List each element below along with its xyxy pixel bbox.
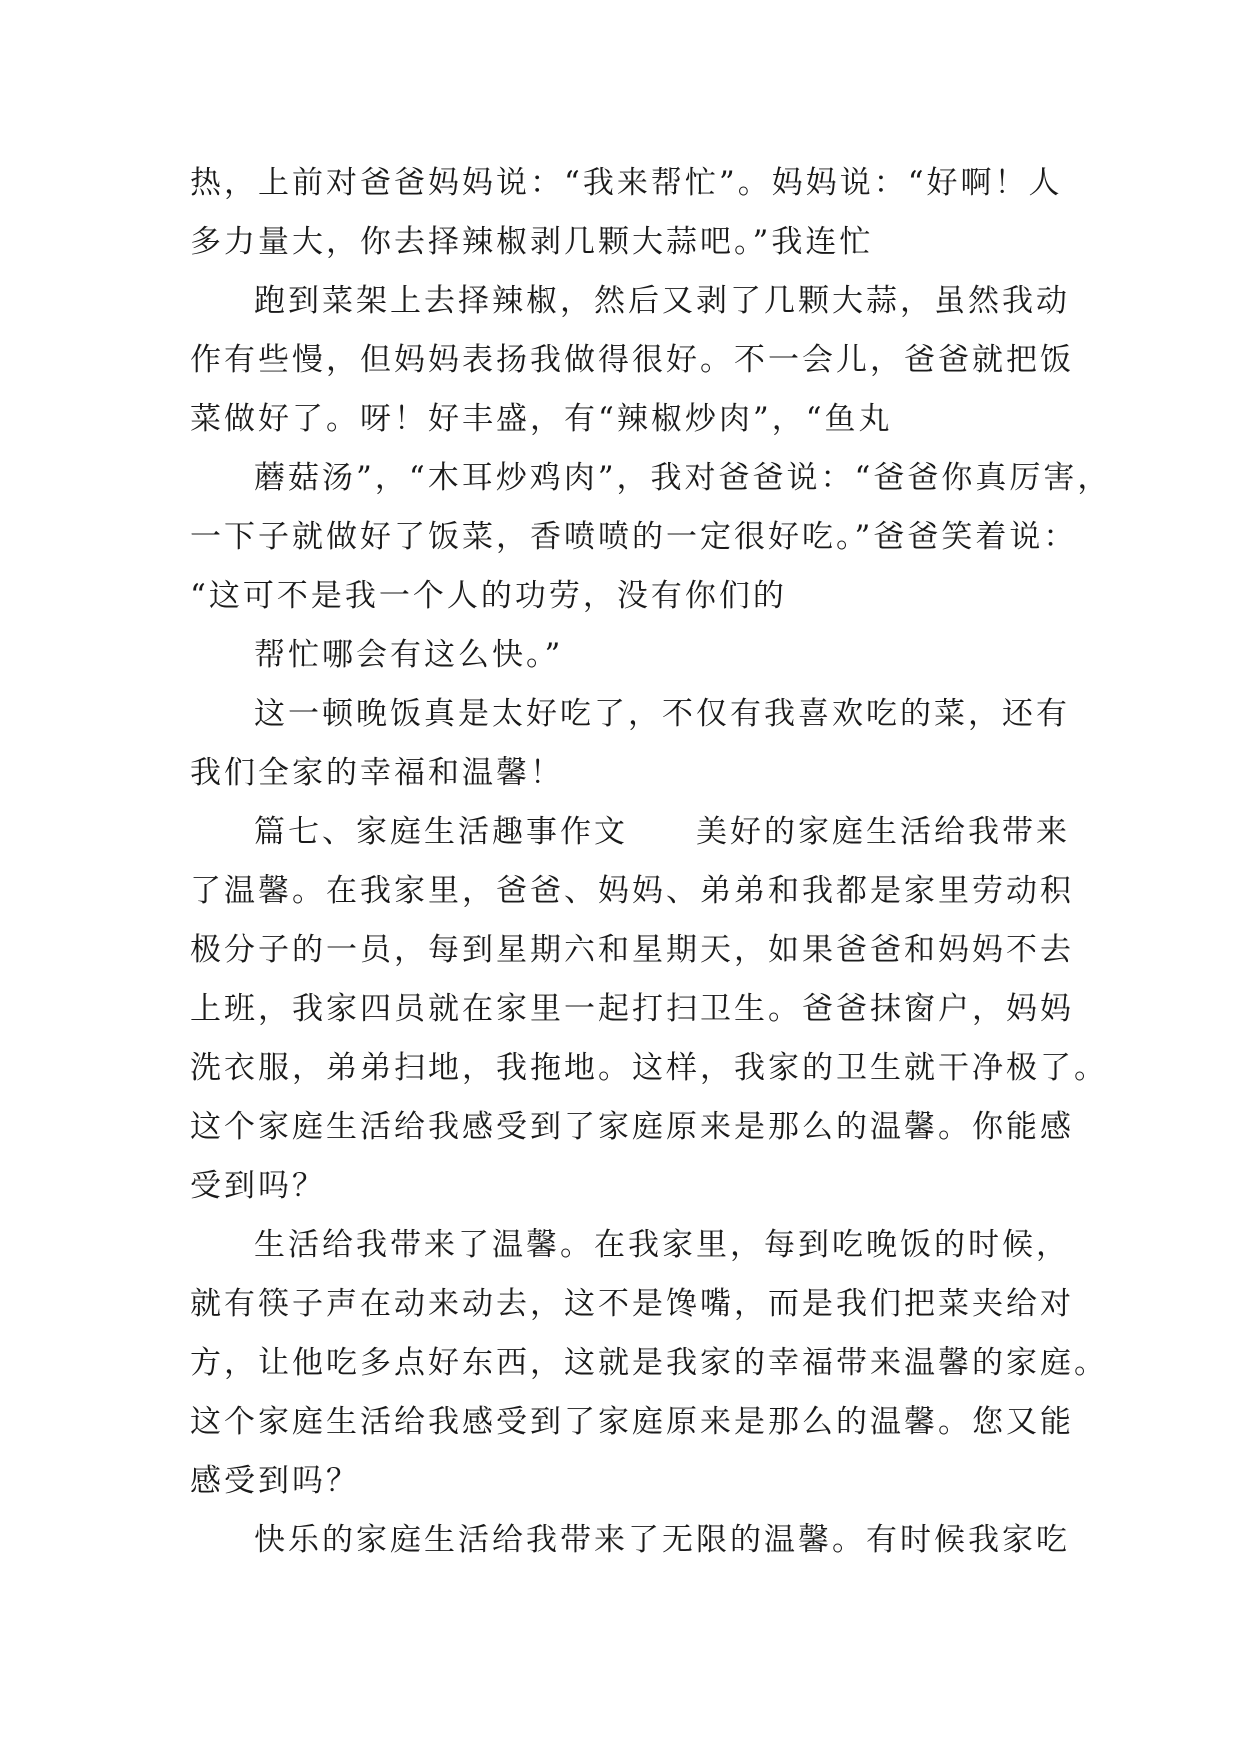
text-line: 作有些慢，但妈妈表扬我做得很好。不一会儿，爸爸就把饭 — [190, 342, 1074, 378]
text-line: 热，上前对爸爸妈妈说：“我来帮忙”。妈妈说：“好啊！人 — [190, 165, 1063, 201]
text-line: 上班，我家四员就在家里一起打扫卫生。爸爸抹窗户，妈妈 — [190, 991, 1074, 1027]
text-line: 这一顿晚饭真是太好吃了，不仅有我喜欢吃的菜，还有 — [254, 696, 1070, 732]
text-line: 这个家庭生活给我感受到了家庭原来是那么的温馨。你能感 — [190, 1109, 1074, 1145]
text-line: 这个家庭生活给我感受到了家庭原来是那么的温馨。您又能 — [190, 1404, 1074, 1440]
text-line: 跑到菜架上去择辣椒，然后又剥了几颗大蒜，虽然我动 — [254, 283, 1070, 319]
section-heading-line: 篇七、家庭生活趣事作文 美好的家庭生活给我带来 — [254, 814, 1070, 850]
text-line: 一下子就做好了饭菜，香喷喷的一定很好吃。”爸爸笑着说： — [190, 519, 1078, 555]
text-line: “这可不是我一个人的功劳，没有你们的 — [190, 578, 787, 614]
body-text — [190, 154, 1112, 1570]
text-line: 了温馨。在我家里，爸爸、妈妈、弟弟和我都是家里劳动积 — [190, 873, 1074, 909]
text-line: 方，让他吃多点好东西，这就是我家的幸福带来温馨的家庭。 — [190, 1345, 1108, 1381]
text-line: 菜做好了。呀！好丰盛，有“辣椒炒肉”，“鱼丸 — [190, 401, 893, 437]
text-line: 帮忙哪会有这么快。” — [254, 637, 564, 673]
text-line: 生活给我带来了温馨。在我家里，每到吃晚饭的时候， — [254, 1227, 1070, 1263]
text-line: 我们全家的幸福和温馨！ — [190, 755, 564, 791]
text-line: 快乐的家庭生活给我带来了无限的温馨。有时候我家吃 — [254, 1522, 1070, 1558]
text-line: 蘑菇汤”，“木耳炒鸡肉”，我对爸爸说：“爸爸你真厉害， — [254, 460, 1112, 496]
text-line: 多力量大，你去择辣椒剥几颗大蒜吧。”我连忙 — [190, 224, 874, 260]
text-line: 极分子的一员，每到星期六和星期天，如果爸爸和妈妈不去 — [190, 932, 1074, 968]
text-line: 受到吗？ — [190, 1168, 326, 1204]
text-line: 就有筷子声在动来动去，这不是馋嘴，而是我们把菜夹给对 — [190, 1286, 1074, 1322]
text-line: 洗衣服，弟弟扫地，我拖地。这样，我家的卫生就干净极了。 — [190, 1050, 1108, 1086]
text-line: 感受到吗？ — [190, 1463, 360, 1499]
